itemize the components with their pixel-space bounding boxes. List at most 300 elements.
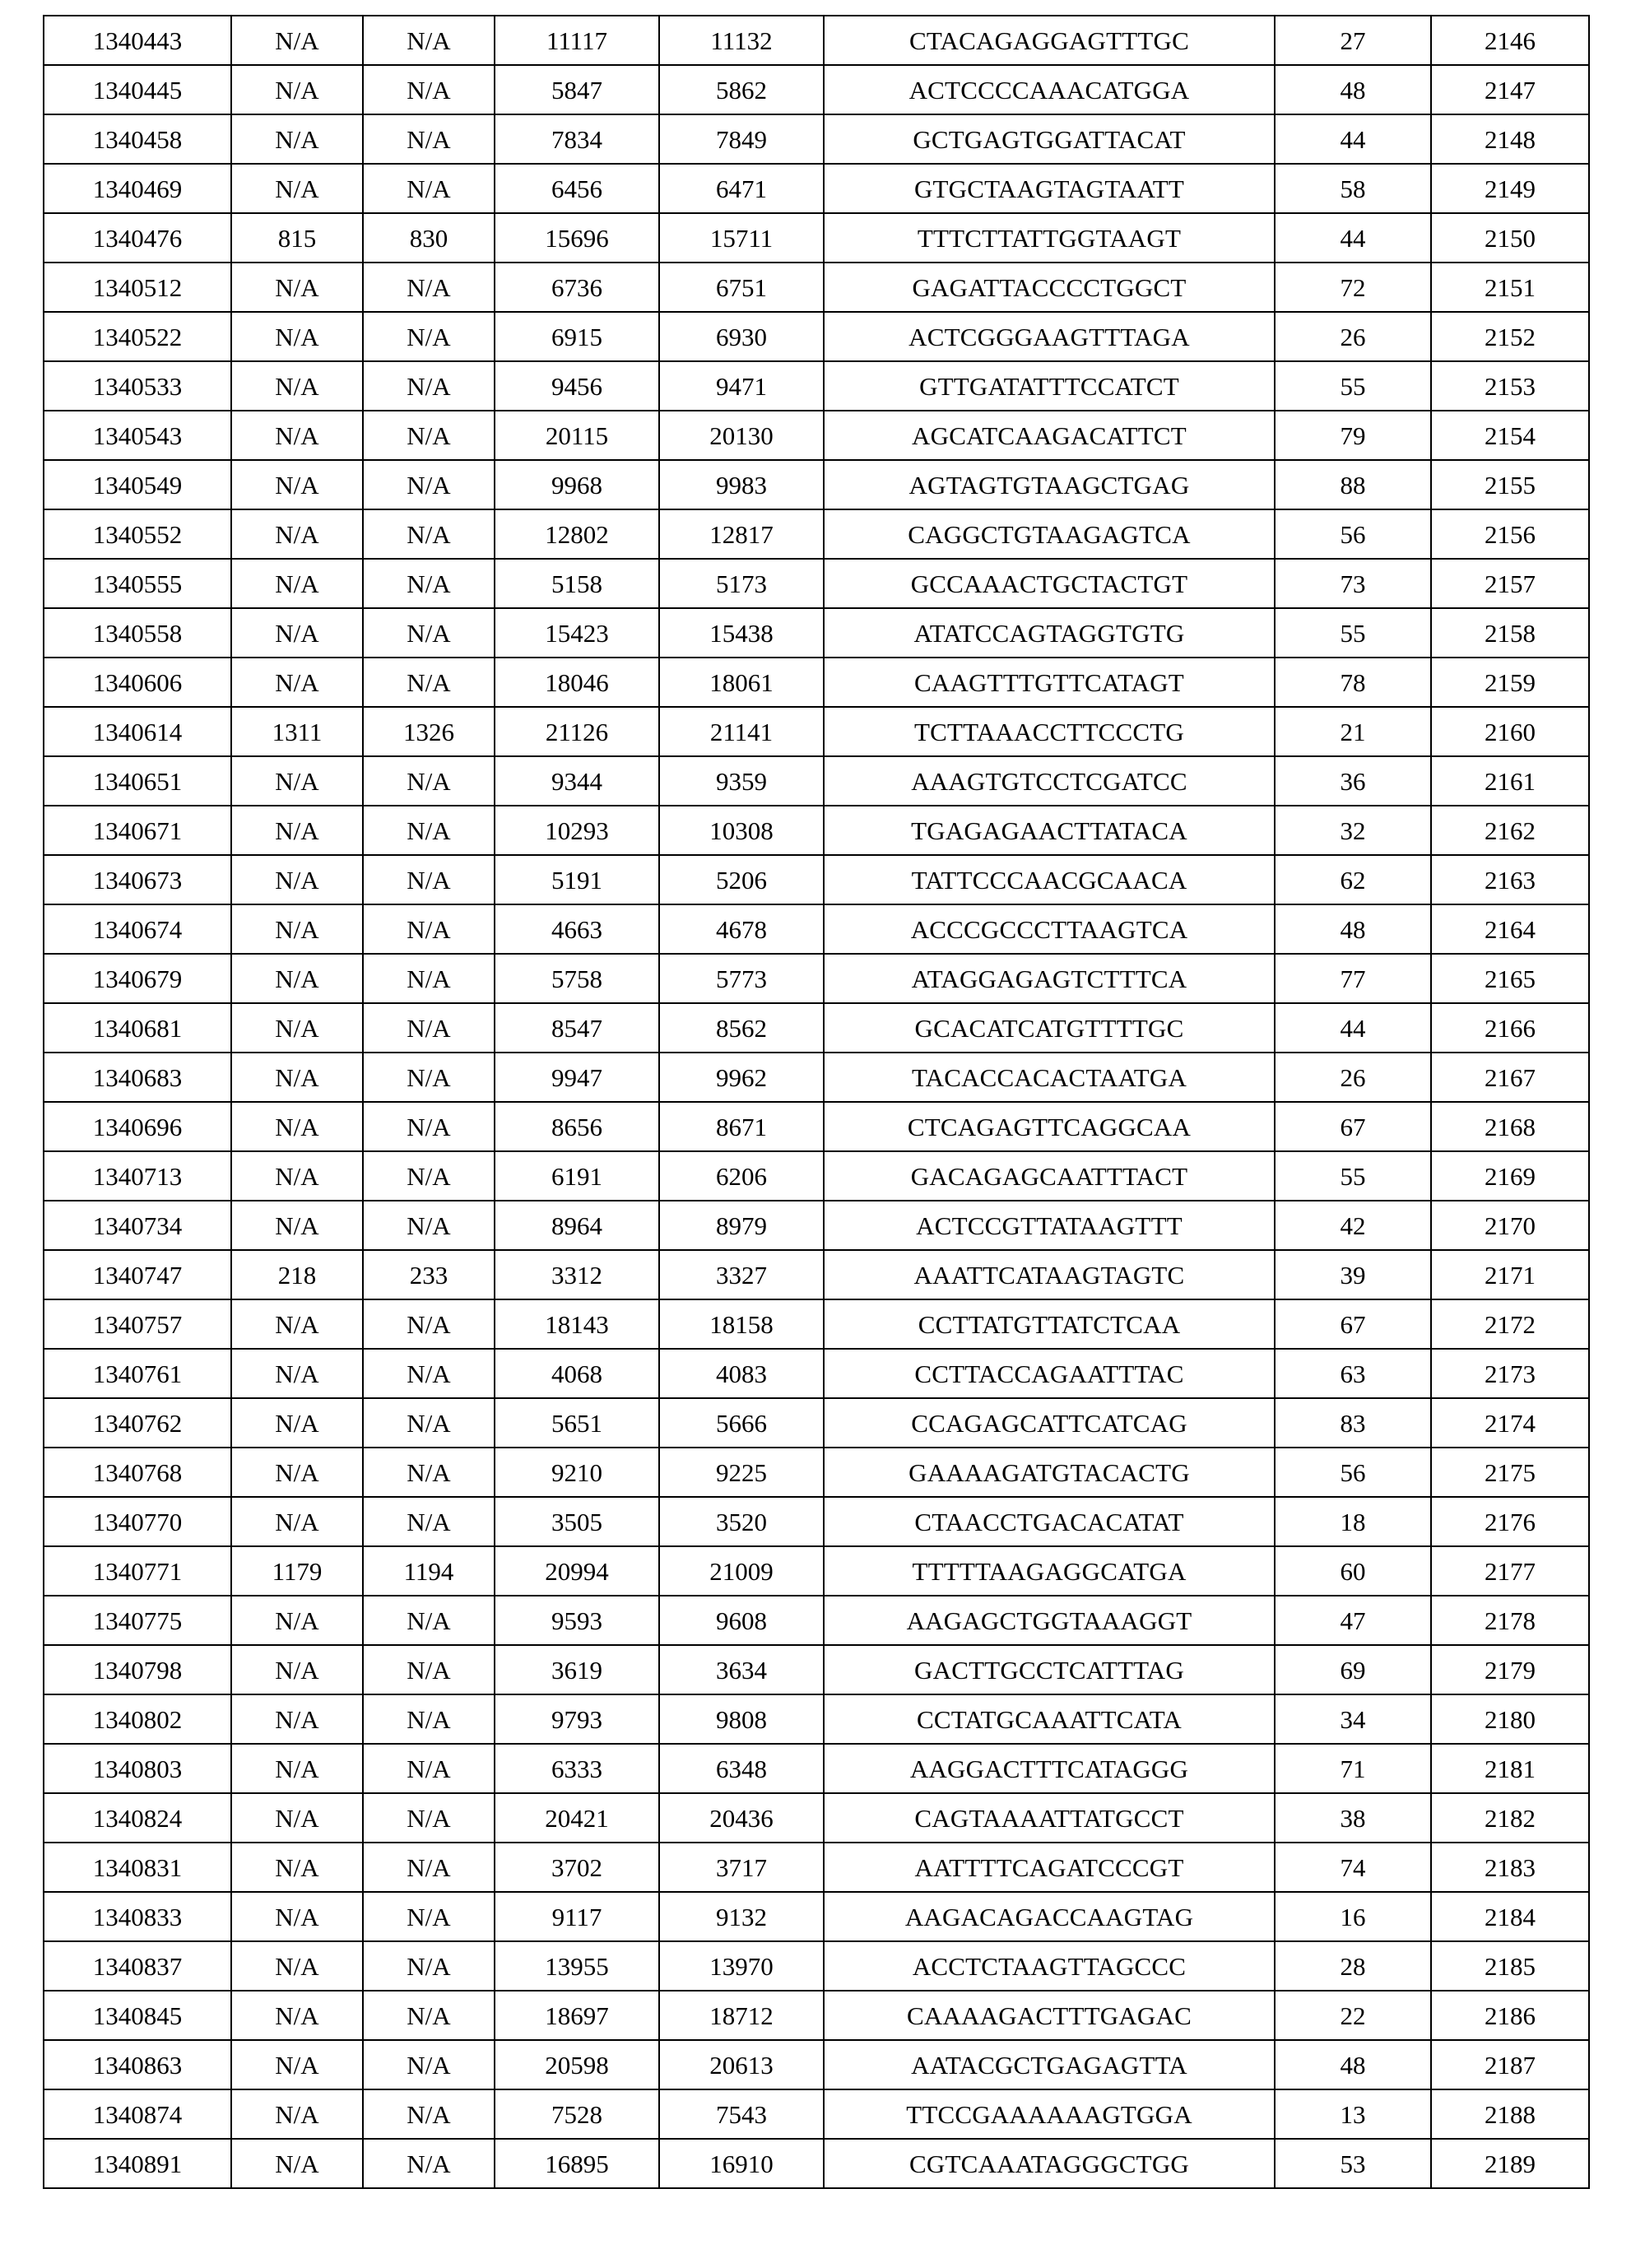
table-cell-end_alt: N/A <box>363 2139 495 2188</box>
table-cell-score: 71 <box>1275 1744 1431 1793</box>
table-cell-end: 5773 <box>659 954 824 1003</box>
table-cell-end_alt: N/A <box>363 1843 495 1892</box>
table-cell-id: 1340522 <box>44 312 231 361</box>
table-cell-start_alt: 1179 <box>231 1546 363 1596</box>
table-cell-seq_id: 2171 <box>1431 1250 1589 1299</box>
table-cell-start_alt: 1311 <box>231 707 363 756</box>
table-row <box>44 1694 1589 1744</box>
table-row <box>44 1596 1589 1645</box>
table-row <box>44 1448 1589 1497</box>
table-cell-end: 5206 <box>659 855 824 904</box>
table-cell-id: 1340555 <box>44 559 231 608</box>
table-cell-start_alt: N/A <box>231 1448 363 1497</box>
table-cell-seq_id: 2156 <box>1431 509 1589 559</box>
table-cell-end: 5666 <box>659 1398 824 1448</box>
table-cell-id: 1340549 <box>44 460 231 509</box>
table-cell-end: 18061 <box>659 658 824 707</box>
table-cell-sequence: TTTCTTATTGGTAAGT <box>824 213 1275 263</box>
table-cell-end_alt: N/A <box>363 1201 495 1250</box>
table-cell-score: 79 <box>1275 411 1431 460</box>
table-cell-start: 6333 <box>495 1744 659 1793</box>
table-cell-start_alt: N/A <box>231 312 363 361</box>
table-cell-score: 73 <box>1275 559 1431 608</box>
table-cell-sequence: ACTCCCCAAACATGGA <box>824 65 1275 114</box>
table-cell-end: 10308 <box>659 806 824 855</box>
table-row <box>44 312 1589 361</box>
table-cell-start_alt: N/A <box>231 411 363 460</box>
table-cell-seq_id: 2182 <box>1431 1793 1589 1843</box>
table-cell-start: 7528 <box>495 2089 659 2139</box>
table-cell-seq_id: 2162 <box>1431 806 1589 855</box>
table-cell-start: 12802 <box>495 509 659 559</box>
table-cell-seq_id: 2185 <box>1431 1941 1589 1991</box>
table-cell-sequence: CTAACCTGACACATAT <box>824 1497 1275 1546</box>
table-cell-start_alt: N/A <box>231 65 363 114</box>
table-cell-end: 16910 <box>659 2139 824 2188</box>
table-cell-end: 21009 <box>659 1546 824 1596</box>
table-cell-start_alt: N/A <box>231 559 363 608</box>
table-row <box>44 2040 1589 2089</box>
table-cell-start_alt: N/A <box>231 1645 363 1694</box>
table-cell-score: 69 <box>1275 1645 1431 1694</box>
table-cell-score: 48 <box>1275 65 1431 114</box>
table-row <box>44 1793 1589 1843</box>
table-cell-start_alt: N/A <box>231 16 363 65</box>
table-cell-score: 22 <box>1275 1991 1431 2040</box>
table-cell-sequence: GACTTGCCTCATTTAG <box>824 1645 1275 1694</box>
table-cell-id: 1340874 <box>44 2089 231 2139</box>
table-cell-score: 34 <box>1275 1694 1431 1744</box>
table-row <box>44 1003 1589 1053</box>
table-cell-seq_id: 2170 <box>1431 1201 1589 1250</box>
table-cell-score: 48 <box>1275 2040 1431 2089</box>
table-cell-seq_id: 2180 <box>1431 1694 1589 1744</box>
table-row <box>44 658 1589 707</box>
table-cell-end: 9471 <box>659 361 824 411</box>
table-cell-end: 6471 <box>659 164 824 213</box>
table-cell-seq_id: 2184 <box>1431 1892 1589 1941</box>
table-cell-sequence: GCTGAGTGGATTACAT <box>824 114 1275 164</box>
table-cell-end: 11132 <box>659 16 824 65</box>
table-cell-sequence: AAGGACTTTCATAGGG <box>824 1744 1275 1793</box>
table-cell-end_alt: N/A <box>363 806 495 855</box>
table-cell-id: 1340512 <box>44 263 231 312</box>
table-cell-end_alt: N/A <box>363 1793 495 1843</box>
table-cell-start_alt: N/A <box>231 1398 363 1448</box>
table-cell-id: 1340771 <box>44 1546 231 1596</box>
table-cell-seq_id: 2147 <box>1431 65 1589 114</box>
table-cell-seq_id: 2148 <box>1431 114 1589 164</box>
table-cell-start: 20115 <box>495 411 659 460</box>
table-cell-id: 1340543 <box>44 411 231 460</box>
table-cell-id: 1340674 <box>44 904 231 954</box>
table-cell-end: 7849 <box>659 114 824 164</box>
table-cell-seq_id: 2187 <box>1431 2040 1589 2089</box>
table-cell-score: 74 <box>1275 1843 1431 1892</box>
table-row <box>44 65 1589 114</box>
table-cell-sequence: CCTATGCAAATTCATA <box>824 1694 1275 1744</box>
table-cell-start: 5847 <box>495 65 659 114</box>
table-cell-start_alt: N/A <box>231 263 363 312</box>
table-cell-start: 6191 <box>495 1151 659 1201</box>
table-row <box>44 2139 1589 2188</box>
table-cell-seq_id: 2159 <box>1431 658 1589 707</box>
table-cell-id: 1340798 <box>44 1645 231 1694</box>
table-cell-end_alt: N/A <box>363 1299 495 1349</box>
table-cell-end_alt: N/A <box>363 1744 495 1793</box>
table-cell-seq_id: 2168 <box>1431 1102 1589 1151</box>
table-row <box>44 707 1589 756</box>
table-cell-score: 39 <box>1275 1250 1431 1299</box>
table-cell-start: 16895 <box>495 2139 659 2188</box>
table-cell-seq_id: 2165 <box>1431 954 1589 1003</box>
table-cell-end_alt: N/A <box>363 2040 495 2089</box>
table-cell-sequence: GCCAAACTGCTACTGT <box>824 559 1275 608</box>
table-cell-start_alt: N/A <box>231 1744 363 1793</box>
table-row <box>44 1497 1589 1546</box>
table-cell-end: 6206 <box>659 1151 824 1201</box>
table-cell-score: 60 <box>1275 1546 1431 1596</box>
table-cell-id: 1340768 <box>44 1448 231 1497</box>
table-cell-seq_id: 2158 <box>1431 608 1589 658</box>
table-row <box>44 1299 1589 1349</box>
table-row <box>44 756 1589 806</box>
table-cell-end_alt: N/A <box>363 1003 495 1053</box>
table-cell-seq_id: 2149 <box>1431 164 1589 213</box>
table-cell-id: 1340651 <box>44 756 231 806</box>
table-cell-sequence: GTTGATATTTCCATCT <box>824 361 1275 411</box>
table-cell-sequence: CAAAAGACTTTGAGAC <box>824 1991 1275 2040</box>
table-cell-start_alt: N/A <box>231 2089 363 2139</box>
table-cell-sequence: TATTCCCAACGCAACA <box>824 855 1275 904</box>
table-cell-seq_id: 2176 <box>1431 1497 1589 1546</box>
table-cell-id: 1340757 <box>44 1299 231 1349</box>
table-cell-end: 8979 <box>659 1201 824 1250</box>
table-cell-end_alt: N/A <box>363 1349 495 1398</box>
table-cell-end: 6751 <box>659 263 824 312</box>
table-cell-sequence: AATACGCTGAGAGTTA <box>824 2040 1275 2089</box>
table-row <box>44 1398 1589 1448</box>
table-cell-end: 3634 <box>659 1645 824 1694</box>
table-cell-start_alt: N/A <box>231 1102 363 1151</box>
table-cell-end_alt: N/A <box>363 1398 495 1448</box>
table-cell-score: 21 <box>1275 707 1431 756</box>
table-cell-sequence: CAGTAAAATTATGCCT <box>824 1793 1275 1843</box>
table-cell-id: 1340803 <box>44 1744 231 1793</box>
table-cell-score: 56 <box>1275 1448 1431 1497</box>
table-cell-score: 67 <box>1275 1299 1431 1349</box>
table-cell-end_alt: 1326 <box>363 707 495 756</box>
table-cell-end_alt: N/A <box>363 559 495 608</box>
table-cell-sequence: ATATCCAGTAGGTGTG <box>824 608 1275 658</box>
table-cell-seq_id: 2177 <box>1431 1546 1589 1596</box>
sequence-data-table <box>43 15 1590 2189</box>
table-cell-start_alt: N/A <box>231 509 363 559</box>
table-cell-score: 47 <box>1275 1596 1431 1645</box>
table-cell-start: 9456 <box>495 361 659 411</box>
table-cell-end: 5173 <box>659 559 824 608</box>
table-row <box>44 361 1589 411</box>
table-cell-end_alt: 233 <box>363 1250 495 1299</box>
table-cell-seq_id: 2150 <box>1431 213 1589 263</box>
table-cell-end: 8562 <box>659 1003 824 1053</box>
table-cell-end: 20436 <box>659 1793 824 1843</box>
table-cell-sequence: AAATTCATAAGTAGTC <box>824 1250 1275 1299</box>
table-cell-end_alt: N/A <box>363 1497 495 1546</box>
table-cell-score: 67 <box>1275 1102 1431 1151</box>
table-cell-end_alt: N/A <box>363 460 495 509</box>
table-cell-score: 63 <box>1275 1349 1431 1398</box>
table-cell-id: 1340734 <box>44 1201 231 1250</box>
table-cell-sequence: ACCTCTAAGTTAGCCC <box>824 1941 1275 1991</box>
table-cell-start_alt: N/A <box>231 1349 363 1398</box>
table-cell-end_alt: N/A <box>363 509 495 559</box>
table-cell-start: 3312 <box>495 1250 659 1299</box>
table-cell-start_alt: N/A <box>231 1053 363 1102</box>
table-cell-end: 18158 <box>659 1299 824 1349</box>
table-cell-seq_id: 2188 <box>1431 2089 1589 2139</box>
table-cell-sequence: ACTCGGGAAGTTTAGA <box>824 312 1275 361</box>
table-cell-sequence: TACACCACACTAATGA <box>824 1053 1275 1102</box>
table-cell-id: 1340837 <box>44 1941 231 1991</box>
table-cell-end: 20613 <box>659 2040 824 2089</box>
table-cell-sequence: CGTCAAATAGGGCTGG <box>824 2139 1275 2188</box>
table-row <box>44 114 1589 164</box>
table-cell-id: 1340458 <box>44 114 231 164</box>
table-cell-id: 1340614 <box>44 707 231 756</box>
table-cell-seq_id: 2183 <box>1431 1843 1589 1892</box>
table-cell-end_alt: N/A <box>363 1941 495 1991</box>
table-cell-score: 13 <box>1275 2089 1431 2139</box>
table-cell-sequence: AAAGTGTCCTCGATCC <box>824 756 1275 806</box>
table-cell-sequence: AAGAGCTGGTAAAGGT <box>824 1596 1275 1645</box>
table-cell-start: 18046 <box>495 658 659 707</box>
table-cell-start: 15423 <box>495 608 659 658</box>
table-cell-id: 1340469 <box>44 164 231 213</box>
table-cell-seq_id: 2172 <box>1431 1299 1589 1349</box>
table-cell-end_alt: N/A <box>363 904 495 954</box>
table-cell-seq_id: 2152 <box>1431 312 1589 361</box>
table-cell-score: 55 <box>1275 1151 1431 1201</box>
table-cell-end_alt: N/A <box>363 114 495 164</box>
table-cell-start_alt: N/A <box>231 658 363 707</box>
table-cell-start: 13955 <box>495 1941 659 1991</box>
table-cell-id: 1340762 <box>44 1398 231 1448</box>
table-cell-sequence: CAAGTTTGTTCATAGT <box>824 658 1275 707</box>
table-cell-seq_id: 2174 <box>1431 1398 1589 1448</box>
table-cell-start: 11117 <box>495 16 659 65</box>
table-cell-id: 1340802 <box>44 1694 231 1744</box>
table-cell-start_alt: N/A <box>231 1003 363 1053</box>
table-cell-seq_id: 2173 <box>1431 1349 1589 1398</box>
table-cell-sequence: CCAGAGCATTCATCAG <box>824 1398 1275 1448</box>
table-row <box>44 1744 1589 1793</box>
table-cell-seq_id: 2175 <box>1431 1448 1589 1497</box>
table-cell-score: 42 <box>1275 1201 1431 1250</box>
table-cell-score: 26 <box>1275 312 1431 361</box>
table-cell-end: 21141 <box>659 707 824 756</box>
table-cell-sequence: TGAGAGAACTTATACA <box>824 806 1275 855</box>
table-cell-score: 44 <box>1275 1003 1431 1053</box>
table-cell-end: 9808 <box>659 1694 824 1744</box>
table-cell-seq_id: 2163 <box>1431 855 1589 904</box>
table-cell-end_alt: N/A <box>363 954 495 1003</box>
table-cell-end: 9225 <box>659 1448 824 1497</box>
table-cell-end: 18712 <box>659 1991 824 2040</box>
table-cell-sequence: CTCAGAGTTCAGGCAA <box>824 1102 1275 1151</box>
table-cell-start: 9793 <box>495 1694 659 1744</box>
table-cell-id: 1340671 <box>44 806 231 855</box>
table-cell-start: 8656 <box>495 1102 659 1151</box>
table-cell-score: 36 <box>1275 756 1431 806</box>
table-cell-score: 72 <box>1275 263 1431 312</box>
table-cell-sequence: TTTTTAAGAGGCATGA <box>824 1546 1275 1596</box>
table-cell-start_alt: N/A <box>231 164 363 213</box>
table-cell-sequence: GAGATTACCCCTGGCT <box>824 263 1275 312</box>
table-cell-start: 20598 <box>495 2040 659 2089</box>
table-cell-seq_id: 2160 <box>1431 707 1589 756</box>
table-cell-end: 6348 <box>659 1744 824 1793</box>
table-cell-id: 1340761 <box>44 1349 231 1398</box>
table-cell-end: 9359 <box>659 756 824 806</box>
table-cell-start: 20421 <box>495 1793 659 1843</box>
table-cell-id: 1340476 <box>44 213 231 263</box>
table-cell-id: 1340696 <box>44 1102 231 1151</box>
table-cell-end_alt: N/A <box>363 1151 495 1201</box>
table-cell-start_alt: N/A <box>231 1843 363 1892</box>
table-cell-start: 21126 <box>495 707 659 756</box>
table-cell-seq_id: 2153 <box>1431 361 1589 411</box>
table-cell-start_alt: 815 <box>231 213 363 263</box>
table-cell-score: 44 <box>1275 114 1431 164</box>
table-row <box>44 16 1589 65</box>
table-cell-end: 3520 <box>659 1497 824 1546</box>
table-cell-id: 1340770 <box>44 1497 231 1546</box>
table-cell-id: 1340679 <box>44 954 231 1003</box>
table-cell-id: 1340681 <box>44 1003 231 1053</box>
table-cell-id: 1340606 <box>44 658 231 707</box>
table-cell-start: 3505 <box>495 1497 659 1546</box>
table-cell-id: 1340673 <box>44 855 231 904</box>
table-cell-start_alt: N/A <box>231 1201 363 1250</box>
table-cell-id: 1340775 <box>44 1596 231 1645</box>
table-row <box>44 1250 1589 1299</box>
table-cell-start: 6456 <box>495 164 659 213</box>
table-cell-start_alt: N/A <box>231 2139 363 2188</box>
table-cell-sequence: GTGCTAAGTAGTAATT <box>824 164 1275 213</box>
table-cell-score: 18 <box>1275 1497 1431 1546</box>
table-cell-sequence: ATAGGAGAGTCTTTCA <box>824 954 1275 1003</box>
table-cell-end: 9962 <box>659 1053 824 1102</box>
table-cell-end_alt: N/A <box>363 1892 495 1941</box>
table-cell-seq_id: 2164 <box>1431 904 1589 954</box>
table-row <box>44 1546 1589 1596</box>
table-cell-start: 9210 <box>495 1448 659 1497</box>
table-cell-end_alt: N/A <box>363 756 495 806</box>
table-cell-end: 8671 <box>659 1102 824 1151</box>
table-row <box>44 1151 1589 1201</box>
table-cell-start: 8547 <box>495 1003 659 1053</box>
table-cell-seq_id: 2186 <box>1431 1991 1589 2040</box>
table-cell-start_alt: N/A <box>231 460 363 509</box>
table-cell-end: 3717 <box>659 1843 824 1892</box>
table-row <box>44 806 1589 855</box>
table-cell-start: 9968 <box>495 460 659 509</box>
table-cell-end: 9132 <box>659 1892 824 1941</box>
table-cell-start_alt: N/A <box>231 855 363 904</box>
table-cell-score: 77 <box>1275 954 1431 1003</box>
table-cell-seq_id: 2166 <box>1431 1003 1589 1053</box>
table-row <box>44 263 1589 312</box>
table-cell-end_alt: N/A <box>363 658 495 707</box>
table-cell-end: 3327 <box>659 1250 824 1299</box>
table-cell-seq_id: 2161 <box>1431 756 1589 806</box>
table-cell-score: 32 <box>1275 806 1431 855</box>
table-cell-start_alt: N/A <box>231 1793 363 1843</box>
table-cell-sequence: CCTTATGTTATCTCAA <box>824 1299 1275 1349</box>
table-cell-end_alt: N/A <box>363 312 495 361</box>
table-cell-score: 83 <box>1275 1398 1431 1448</box>
table-cell-id: 1340863 <box>44 2040 231 2089</box>
table-body <box>44 16 1589 2188</box>
table-cell-end_alt: N/A <box>363 1694 495 1744</box>
table-cell-sequence: AGTAGTGTAAGCTGAG <box>824 460 1275 509</box>
table-cell-start: 6736 <box>495 263 659 312</box>
table-cell-score: 27 <box>1275 16 1431 65</box>
table-cell-start: 18143 <box>495 1299 659 1349</box>
table-cell-end: 6930 <box>659 312 824 361</box>
table-cell-start_alt: N/A <box>231 1497 363 1546</box>
table-cell-start_alt: N/A <box>231 114 363 164</box>
table-cell-sequence: CCTTACCAGAATTTAC <box>824 1349 1275 1398</box>
table-cell-end_alt: N/A <box>363 855 495 904</box>
table-row <box>44 460 1589 509</box>
table-cell-end_alt: N/A <box>363 1102 495 1151</box>
table-cell-start: 3619 <box>495 1645 659 1694</box>
table-cell-score: 62 <box>1275 855 1431 904</box>
table-cell-seq_id: 2189 <box>1431 2139 1589 2188</box>
table-row <box>44 2089 1589 2139</box>
table-cell-sequence: TTCCGAAAAAAGTGGA <box>824 2089 1275 2139</box>
table-cell-start_alt: N/A <box>231 1941 363 1991</box>
table-cell-end: 15438 <box>659 608 824 658</box>
table-row <box>44 411 1589 460</box>
table-cell-id: 1340831 <box>44 1843 231 1892</box>
table-cell-start_alt: N/A <box>231 608 363 658</box>
table-cell-score: 56 <box>1275 509 1431 559</box>
table-cell-start_alt: N/A <box>231 904 363 954</box>
table-cell-end: 9608 <box>659 1596 824 1645</box>
table-row <box>44 1892 1589 1941</box>
table-cell-score: 38 <box>1275 1793 1431 1843</box>
table-cell-end: 7543 <box>659 2089 824 2139</box>
table-cell-end_alt: N/A <box>363 1053 495 1102</box>
table-cell-sequence: AGCATCAAGACATTCT <box>824 411 1275 460</box>
table-cell-sequence: CTACAGAGGAGTTTGC <box>824 16 1275 65</box>
table-cell-score: 58 <box>1275 164 1431 213</box>
table-cell-start_alt: N/A <box>231 1299 363 1349</box>
table-row <box>44 1349 1589 1398</box>
table-cell-score: 88 <box>1275 460 1431 509</box>
table-cell-sequence: ACCCGCCCTTAAGTCA <box>824 904 1275 954</box>
table-cell-start_alt: N/A <box>231 1991 363 2040</box>
table-row <box>44 164 1589 213</box>
table-cell-start_alt: N/A <box>231 1694 363 1744</box>
table-cell-start: 9593 <box>495 1596 659 1645</box>
table-cell-score: 44 <box>1275 213 1431 263</box>
table-row <box>44 1102 1589 1151</box>
table-cell-id: 1340891 <box>44 2139 231 2188</box>
